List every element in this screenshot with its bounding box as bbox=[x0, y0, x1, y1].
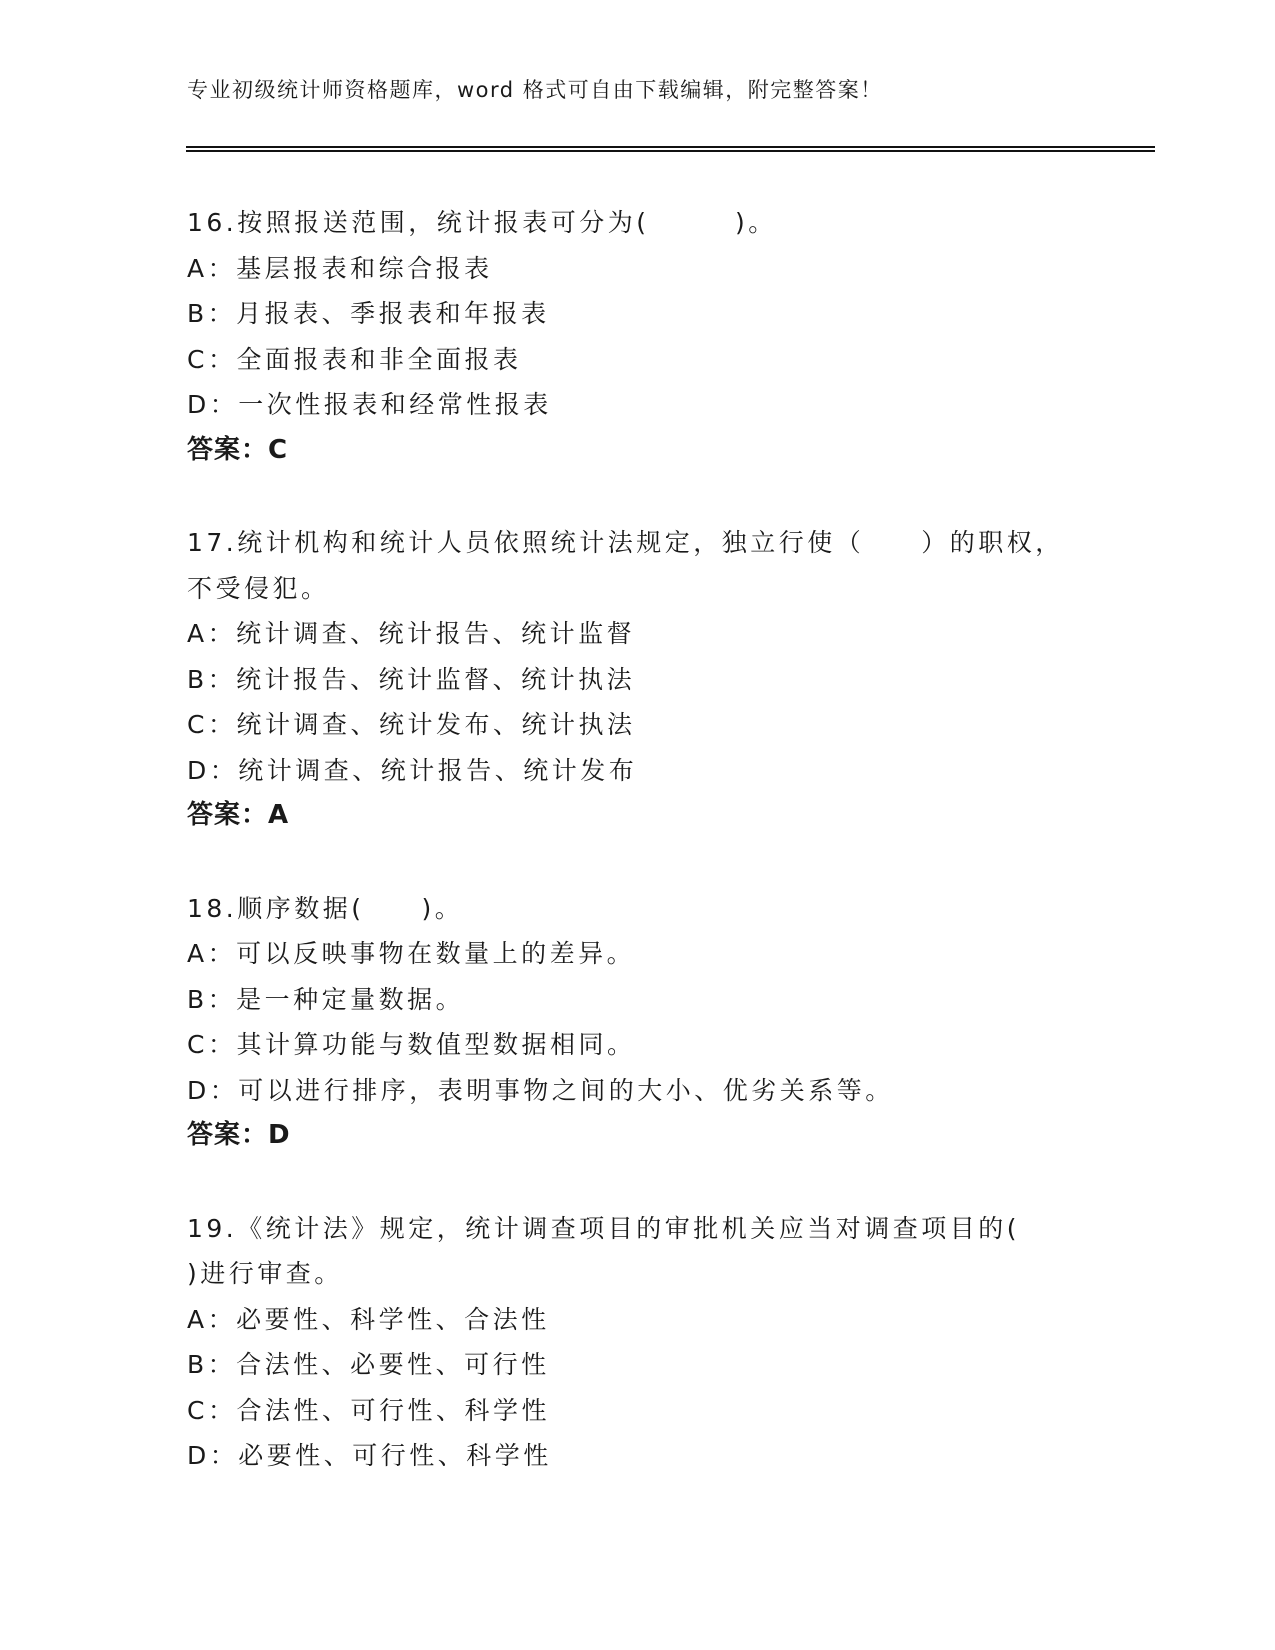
question-stem: 16.按照报送范围，统计报表可分为( )。 bbox=[187, 208, 777, 237]
option-a: A：必要性、科学性、合法性 bbox=[187, 1304, 550, 1334]
option-d: D：可以进行排序，表明事物之间的大小、优劣关系等。 bbox=[187, 1075, 894, 1105]
option-d: D：一次性报表和经常性报表 bbox=[187, 390, 552, 419]
question-19 bbox=[187, 1206, 1087, 1479]
option-d: D：必要性、可行性、科学性 bbox=[187, 1441, 552, 1470]
option-c: C：全面报表和非全面报表 bbox=[187, 344, 522, 374]
option-c: C：统计调查、统计发布、统计执法 bbox=[187, 710, 636, 739]
option-c: C：合法性、可行性、科学性 bbox=[187, 1395, 550, 1425]
option-a: A：可以反映事物在数量上的差异。 bbox=[187, 939, 636, 968]
question-stem-continued: 不受侵犯。 bbox=[187, 573, 330, 603]
answer: 答案：D bbox=[187, 1120, 291, 1150]
question-16 bbox=[187, 200, 1087, 473]
option-c: C：其计算功能与数值型数据相同。 bbox=[187, 1030, 636, 1059]
option-b: B：月报表、季报表和年报表 bbox=[187, 299, 550, 328]
option-b: B：统计报告、统计监督、统计执法 bbox=[187, 664, 636, 694]
question-list bbox=[187, 200, 1087, 1526]
question-18 bbox=[187, 886, 1087, 1159]
question-stem-continued: )进行审查。 bbox=[187, 1259, 343, 1288]
question-stem: 19.《统计法》规定，统计调查项目的审批机关应当对调查项目的( bbox=[187, 1213, 1021, 1243]
question-stem: 18.顺序数据( )。 bbox=[187, 893, 464, 923]
answer: 答案：A bbox=[187, 800, 290, 830]
page-header: 专业初级统计师资格题库，word 格式可自由下载编辑，附完整答案！ bbox=[187, 78, 883, 102]
option-d: D：统计调查、统计报告、统计发布 bbox=[187, 755, 638, 785]
header-double-rule bbox=[186, 146, 1155, 152]
answer: 答案：C bbox=[187, 434, 289, 465]
option-a: A：统计调查、统计报告、统计监督 bbox=[187, 619, 636, 648]
option-b: B：是一种定量数据。 bbox=[187, 984, 465, 1014]
option-a: A：基层报表和综合报表 bbox=[187, 253, 493, 283]
question-stem: 17.统计机构和统计人员依照统计法规定，独立行使（ ）的职权， bbox=[187, 528, 1064, 557]
question-17 bbox=[187, 520, 1087, 839]
option-b: B：合法性、必要性、可行性 bbox=[187, 1350, 550, 1379]
